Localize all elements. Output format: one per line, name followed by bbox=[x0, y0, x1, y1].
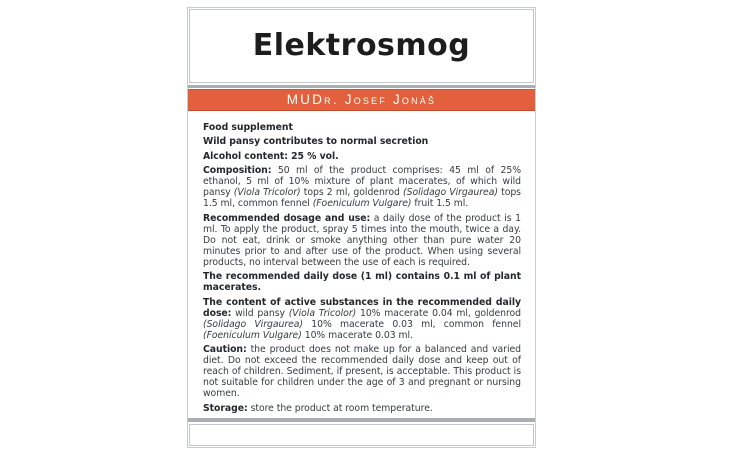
text-segment: The recommended daily dose (1 ml) contains 0.1 ml of plant macerates. bbox=[203, 271, 521, 294]
text-segment: store the product at room temperature. bbox=[247, 402, 433, 414]
text-segment: (Viola Tricolor) bbox=[233, 187, 301, 199]
text-segment: Wild pansy contributes to normal secretion bbox=[203, 136, 429, 148]
text-segment: Food supplement bbox=[203, 121, 293, 133]
paragraph bbox=[203, 403, 521, 414]
text-segment: 10% macerate 0.03 ml. bbox=[301, 329, 413, 341]
paragraph bbox=[203, 136, 521, 147]
paragraph bbox=[203, 297, 521, 341]
text-segment: 50 ml of the product comprises: 45 ml of 25% ethanol, 5 ml of 10% mixture of plant macerates, of which wild pansy bbox=[203, 165, 521, 199]
paragraph bbox=[203, 165, 521, 209]
text-segment: Caution: bbox=[203, 344, 247, 356]
text-segment: The content of active substances in the recommended daily dose: bbox=[203, 296, 521, 319]
text-segment: the product does not make up for a balanced and varied diet. Do not exceed the recommended daily dose and keep out of reach of children. Sediment, if present, is acceptable. This product is not suitable for children under the age of 3 and pregnant or nursing women. bbox=[203, 344, 521, 400]
footer-box bbox=[189, 424, 534, 446]
paragraph bbox=[203, 151, 521, 162]
text-segment: (Foeniculum Vulgare) bbox=[312, 198, 412, 210]
text-segment: (Solidago Virgaurea) bbox=[203, 318, 303, 330]
text-segment: tops 2 ml, goldenrod bbox=[300, 187, 404, 199]
text-segment: Storage: bbox=[203, 402, 248, 414]
paragraph bbox=[203, 271, 521, 293]
product-title: Elektrosmog bbox=[252, 28, 471, 64]
text-segment: Composition: bbox=[203, 165, 272, 177]
label-body bbox=[188, 111, 535, 418]
text-segment: (Solidago Virgaurea) bbox=[403, 187, 498, 199]
brand-banner bbox=[188, 89, 535, 110]
paragraph bbox=[203, 213, 521, 268]
product-label bbox=[187, 7, 536, 448]
text-segment: tops 1.5 ml, common fennel bbox=[203, 187, 521, 210]
text-segment: (Viola Tricolor) bbox=[288, 307, 357, 319]
text-segment: 10% macerate 0.03 ml, common fennel bbox=[303, 318, 521, 330]
separator-bottom bbox=[188, 418, 535, 422]
text-segment: fruit 1.5 ml. bbox=[411, 198, 469, 210]
text-segment: wild pansy bbox=[231, 307, 289, 319]
text-segment: Recommended dosage and use: bbox=[203, 212, 371, 224]
text-segment: a daily dose of the product is 1 ml. To apply the product, spray 5 times into the mouth, twice a day. Do not eat, drink or smoke anything other than pure water 20 minutes prior to and after use of the product. When using several products, no interval between the use of each is required. bbox=[203, 212, 521, 268]
separator-top bbox=[188, 85, 535, 89]
paragraph bbox=[203, 344, 521, 399]
text-segment: (Foeniculum Vulgare) bbox=[203, 329, 302, 341]
text-segment: Alcohol content: 25 % vol. bbox=[203, 150, 339, 162]
paragraph bbox=[203, 122, 521, 133]
text-segment: 10% macerate 0.04 ml, goldenrod bbox=[356, 307, 522, 319]
title-box bbox=[189, 9, 534, 83]
brand-name: MUDr. Josef Jonáš bbox=[286, 92, 437, 108]
